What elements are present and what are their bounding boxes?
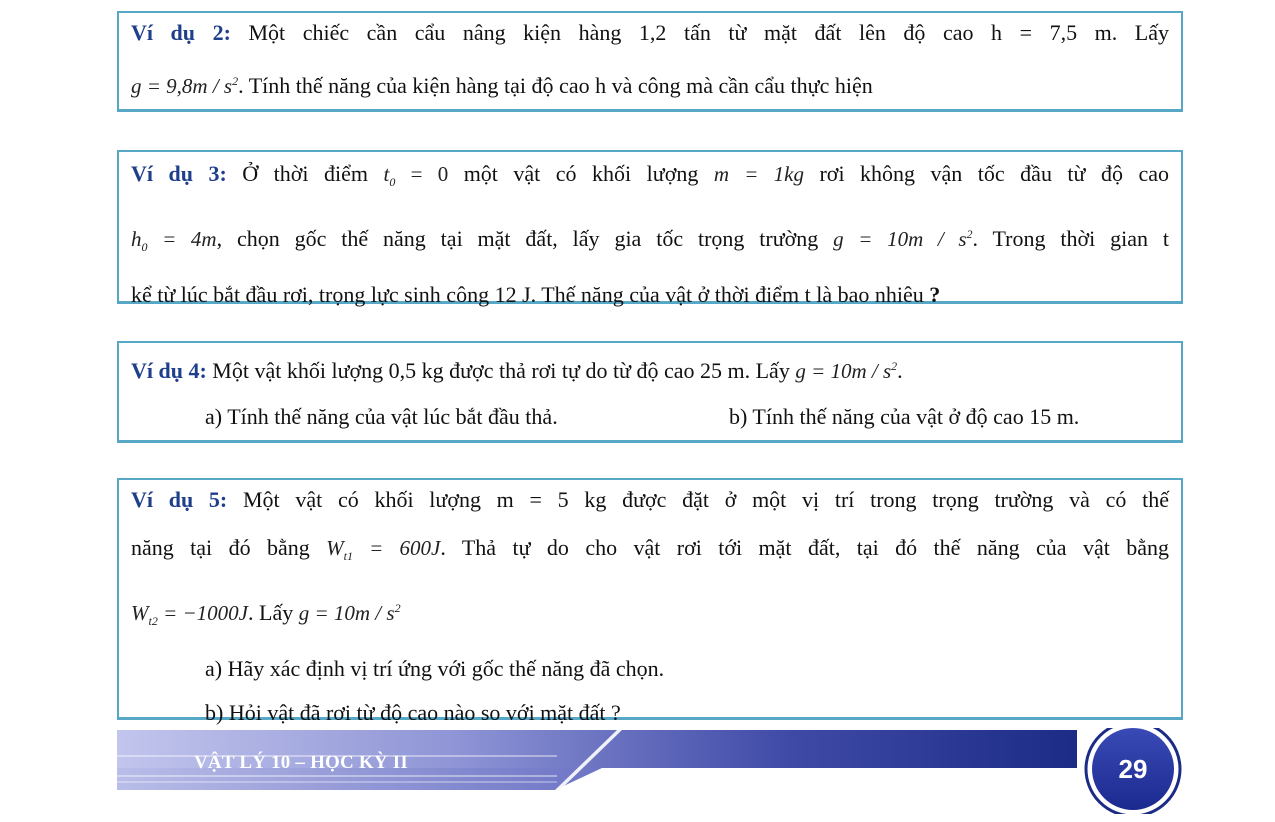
example-5-line-1 — [131, 488, 1169, 512]
example-5-part-b: b) Hỏi vật đã rơi từ độ cao nào so với mặt đất ? — [205, 700, 621, 726]
example-3-gravity-text: g = 10m / s — [833, 227, 967, 252]
example-5-text-4: . Lấy — [248, 600, 299, 626]
example-3-text-1: Ở thời điểm — [226, 161, 384, 186]
example-3-text-5: . Trong thời gian t — [972, 226, 1169, 252]
example-5-part-a: a) Hãy xác định vị trí ứng với gốc thế năng đã chọn. — [205, 656, 665, 682]
example-5-wt1-sub: t1 — [343, 549, 354, 564]
example-3-gravity-exp: 2 — [966, 227, 973, 242]
example-5-text-3: . Thả tự do cho vật rơi tới mặt đất, tại đó thế năng của vật bằng — [440, 535, 1169, 560]
example-5-gravity-text: g = 10m / s — [298, 601, 395, 626]
example-5-wt1-rest: = 600J — [353, 536, 441, 560]
example-4-text: Một vật khối lượng 0,5 kg được thả rơi tự do từ độ cao 25 m. Lấy — [206, 358, 796, 383]
footer-banner — [117, 728, 1183, 808]
example-4-gravity-text: g = 10m / s — [795, 359, 892, 383]
example-3-line-3 — [131, 283, 1169, 307]
example-4-box — [117, 341, 1183, 443]
example-5-line-3 — [131, 596, 1169, 633]
example-5-text-1: Một vật có khối lượng m = 5 kg được đặt ở một vị trí trong trọng trường và có thế — [227, 487, 1170, 512]
example-2-text: Một chiếc cần cẩu nâng kiện hàng 1,2 tấn từ mặt đất lên độ cao h = 7,5 m. Lấy — [230, 20, 1170, 45]
example-5-wt2 — [131, 601, 249, 629]
example-4-part-b: b) Tính thế năng của vật ở độ cao 15 m. — [729, 404, 1080, 429]
example-4-part-a: a) Tính thế năng của vật lúc bắt đầu thả. — [205, 404, 558, 429]
example-2-gravity-exp: 2 — [232, 74, 239, 88]
example-2-gravity-text: g = 9,8m / s — [131, 74, 233, 98]
example-3-t0-sub: 0 — [389, 175, 396, 190]
example-3-h0-sub: 0 — [141, 240, 148, 255]
example-3-question-mark: ? — [929, 282, 941, 308]
example-2-gravity — [131, 74, 238, 98]
example-3-gravity — [833, 227, 972, 251]
example-5-wt1 — [326, 536, 441, 564]
example-2-box — [117, 11, 1183, 112]
example-3-label: Ví dụ 3: — [131, 161, 227, 186]
example-4-line-1 — [131, 354, 1169, 383]
example-5-wt2-sub: t2 — [148, 614, 158, 629]
example-2-line-2 — [131, 69, 1169, 98]
page-number: 29 — [1118, 754, 1148, 784]
example-3-text-3: rơi không vận tốc đầu từ độ cao — [803, 161, 1169, 186]
example-3-h0-rest: = 4m — [147, 227, 217, 252]
example-5-wt2-var: W — [131, 601, 149, 626]
example-3-t0 — [383, 162, 449, 190]
example-4-label: Ví dụ 4: — [131, 358, 207, 383]
example-3-h0 — [131, 227, 217, 255]
example-4-gravity — [795, 359, 897, 383]
example-5-label: Ví dụ 5: — [131, 487, 228, 512]
example-5-box — [117, 478, 1183, 726]
example-3-mass: m = 1kg — [713, 162, 804, 186]
example-5-gravity-exp: 2 — [394, 601, 401, 616]
example-3-h0-var: h — [131, 227, 142, 252]
example-3-text-2: một vật có khối lượng — [448, 161, 714, 186]
example-3-line-1 — [131, 162, 1169, 194]
example-3-text-4: , chọn gốc thế năng tại mặt đất, lấy gia tốc trọng trường — [216, 226, 834, 252]
example-4-gravity-exp: 2 — [891, 359, 898, 373]
example-3-t0-var: t — [383, 162, 390, 186]
example-5-wt2-rest: = −1000J — [157, 601, 249, 626]
example-3-text-6: kể từ lúc bắt đầu rơi, trọng lực sinh công 12 J. Thế năng của vật ở thời điểm t là bao nhiêu — [131, 282, 930, 308]
example-3-box — [117, 150, 1183, 308]
example-2-label: Ví dụ 2: — [131, 20, 231, 45]
example-2-text-2: . Tính thế năng của kiện hàng tại độ cao h và công mà cần cẩu thực hiện — [238, 73, 873, 98]
example-5-line-2 — [131, 536, 1169, 568]
example-5-gravity — [299, 601, 401, 625]
example-5-text-2: năng tại đó bằng — [131, 535, 327, 560]
example-2-line-1 — [131, 21, 1169, 45]
example-4-end: . — [897, 358, 903, 383]
example-3-t0-rest: = 0 — [395, 162, 449, 186]
example-3-line-2 — [131, 222, 1169, 259]
example-5-wt1-var: W — [326, 536, 344, 560]
footer-title: VẬT LÝ 10 – HỌC KỲ II — [194, 752, 408, 773]
example-4-line-2 — [131, 405, 1169, 429]
